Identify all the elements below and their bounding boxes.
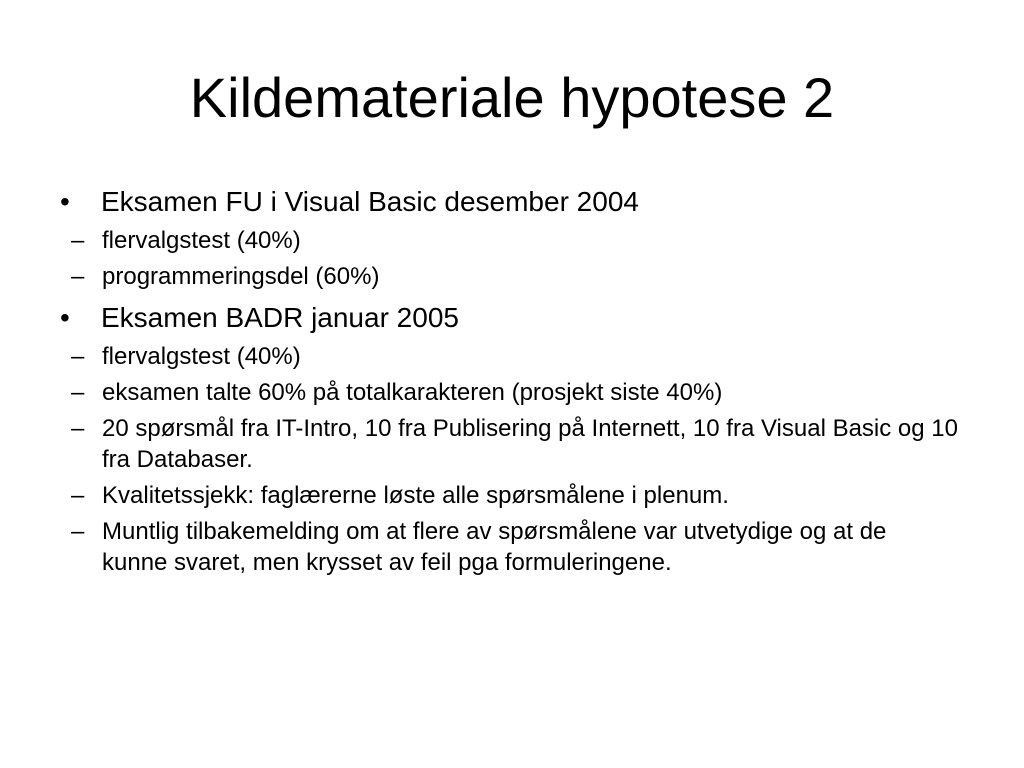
sub-list-wrapper bbox=[58, 225, 958, 292]
sub-bullet-text: eksamen talte 60% på totalkarakteren (prosjekt siste 40%) bbox=[102, 379, 723, 406]
bullet-text: Eksamen FU i Visual Basic desember 2004 bbox=[101, 186, 639, 217]
dash-icon: – bbox=[71, 482, 85, 509]
sub-bullet-text: flervalgstest (40%) bbox=[102, 343, 301, 370]
sub-bullet-item bbox=[58, 225, 958, 256]
dash-icon: – bbox=[71, 263, 85, 290]
bullet-icon: • bbox=[60, 302, 70, 333]
sub-bullet-item bbox=[58, 516, 958, 578]
sub-bullet-text: 20 spørsmål fra IT-Intro, 10 fra Publisering på Internett, 10 fra Visual Basic og 10 fra Databaser. bbox=[102, 415, 958, 473]
slide-title: Kildemateriale hypotese 2 bbox=[189, 66, 835, 129]
sub-bullet-text: Kvalitetssjekk: faglærerne løste alle spørsmålene i plenum. bbox=[102, 482, 729, 509]
dash-icon: – bbox=[71, 518, 85, 545]
bullet-item bbox=[58, 182, 958, 222]
bullet-item bbox=[58, 298, 958, 338]
bullet-icon: • bbox=[60, 186, 70, 217]
bullet-list bbox=[58, 182, 958, 584]
sub-bullet-item bbox=[58, 413, 958, 475]
sub-bullet-list bbox=[58, 341, 958, 578]
sub-bullet-text: flervalgstest (40%) bbox=[102, 227, 301, 254]
sub-bullet-item bbox=[58, 261, 958, 292]
dash-icon: – bbox=[71, 227, 85, 254]
sub-bullet-item bbox=[58, 341, 958, 372]
dash-icon: – bbox=[71, 343, 85, 370]
sub-bullet-text: Muntlig tilbakemelding om at flere av spørsmålene var utvetydige og at de kunne svaret, men krysset av feil pga formuleringene. bbox=[102, 518, 887, 576]
sub-list-wrapper bbox=[58, 341, 958, 578]
dash-icon: – bbox=[71, 415, 85, 442]
dash-icon: – bbox=[71, 379, 85, 406]
sub-bullet-list bbox=[58, 225, 958, 292]
sub-bullet-text: programmeringsdel (60%) bbox=[102, 263, 380, 290]
bullet-text: Eksamen BADR januar 2005 bbox=[101, 302, 459, 333]
sub-bullet-item bbox=[58, 480, 958, 511]
sub-bullet-item bbox=[58, 377, 958, 408]
